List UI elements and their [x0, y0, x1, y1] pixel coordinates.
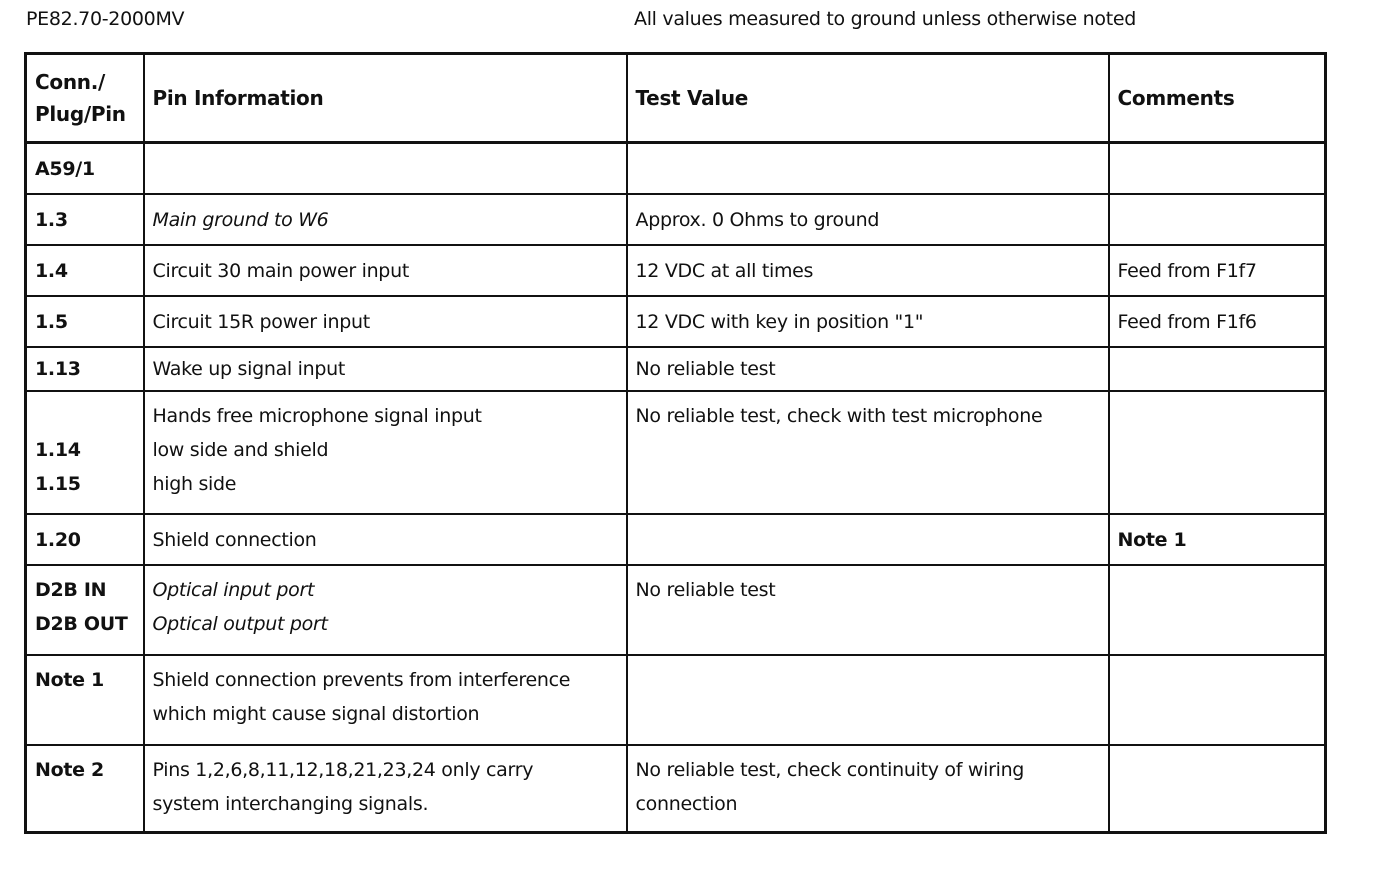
table-row: [26, 745, 1326, 833]
test-value-cell: [627, 745, 1109, 833]
pin-line: D2B OUT: [35, 613, 128, 635]
table-row: [26, 245, 1326, 296]
pin-line: 1.15: [35, 473, 81, 495]
table-row: [26, 655, 1326, 745]
comment-cell: Feed from F1f7: [1109, 245, 1326, 296]
column-header-comments: Comments: [1109, 54, 1326, 143]
pin-info-line: low side and shield: [152, 439, 329, 461]
test-value-cell: No reliable test: [627, 347, 1109, 391]
pin-cell: 1.5: [26, 296, 144, 347]
pin-test-table: [24, 52, 1327, 834]
comment-cell: Note 1: [1109, 514, 1326, 565]
pin-info-cell: Main ground to W6: [144, 194, 627, 245]
pin-cell: A59/1: [26, 143, 144, 195]
pin-info-cell: [144, 143, 627, 195]
comment-cell: [1109, 655, 1326, 745]
pin-line: 1.14: [35, 439, 81, 461]
table-row: [26, 514, 1326, 565]
column-header-conn-plug-pin: [26, 54, 144, 143]
test-value-cell: [627, 655, 1109, 745]
test-value-cell: No reliable test: [627, 565, 1109, 655]
comment-cell: [1109, 745, 1326, 833]
column-header-test-value: Test Value: [627, 54, 1109, 143]
table-row: [26, 296, 1326, 347]
pin-info-cell: [144, 391, 627, 514]
column-header-conn-line2: Plug/Pin: [35, 102, 126, 126]
column-header-pin-information: Pin Information: [144, 54, 627, 143]
test-value-cell: [627, 143, 1109, 195]
pin-cell: 1.3: [26, 194, 144, 245]
table-row: [26, 391, 1326, 514]
pin-cell: Note 2: [26, 745, 144, 833]
pin-info-line: Optical output port: [152, 613, 328, 635]
test-value-line: connection: [635, 793, 738, 815]
comment-cell: [1109, 194, 1326, 245]
column-header-conn-line1: Conn./: [35, 70, 105, 94]
measurement-note: All values measured to ground unless otherwise noted: [634, 8, 1136, 30]
pin-info-line: Pins 1,2,6,8,11,12,18,21,23,24 only carry: [152, 759, 534, 781]
comment-cell: [1109, 565, 1326, 655]
pin-cell: 1.13: [26, 347, 144, 391]
pin-info-cell: [144, 655, 627, 745]
pin-info-line: high side: [152, 473, 237, 495]
test-value-cell: 12 VDC with key in position "1": [627, 296, 1109, 347]
document-id: PE82.70-2000MV: [26, 8, 185, 30]
comment-cell: [1109, 143, 1326, 195]
test-value-cell: No reliable test, check with test microphone: [627, 391, 1109, 514]
pin-info-cell: Circuit 30 main power input: [144, 245, 627, 296]
table-header-row: [26, 54, 1326, 143]
table-row: [26, 565, 1326, 655]
pin-info-cell: [144, 565, 627, 655]
test-value-cell: [627, 514, 1109, 565]
pin-info-cell: [144, 745, 627, 833]
comment-cell: Feed from F1f6: [1109, 296, 1326, 347]
pin-cell: 1.4: [26, 245, 144, 296]
pin-info-cell: Shield connection: [144, 514, 627, 565]
pin-cell: Note 1: [26, 655, 144, 745]
comment-cell: [1109, 347, 1326, 391]
test-value-cell: Approx. 0 Ohms to ground: [627, 194, 1109, 245]
table-row: [26, 194, 1326, 245]
pin-cell: 1.20: [26, 514, 144, 565]
pin-info-cell: Wake up signal input: [144, 347, 627, 391]
pin-info-line: Optical input port: [152, 579, 315, 601]
pin-info-line: which might cause signal distortion: [152, 703, 480, 725]
table-row: [26, 143, 1326, 195]
pin-cell: [26, 391, 144, 514]
pin-info-line: system interchanging signals.: [152, 793, 429, 815]
pin-info-line: Hands free microphone signal input: [152, 405, 482, 427]
comment-cell: [1109, 391, 1326, 514]
pin-cell-spacer: [35, 399, 135, 433]
test-value-cell: 12 VDC at all times: [627, 245, 1109, 296]
table-row: [26, 347, 1326, 391]
pin-info-cell: Circuit 15R power input: [144, 296, 627, 347]
test-value-line: No reliable test, check continuity of wiring: [635, 759, 1025, 781]
pin-line: D2B IN: [35, 579, 107, 601]
pin-info-line: Shield connection prevents from interference: [152, 669, 571, 691]
pin-cell: [26, 565, 144, 655]
